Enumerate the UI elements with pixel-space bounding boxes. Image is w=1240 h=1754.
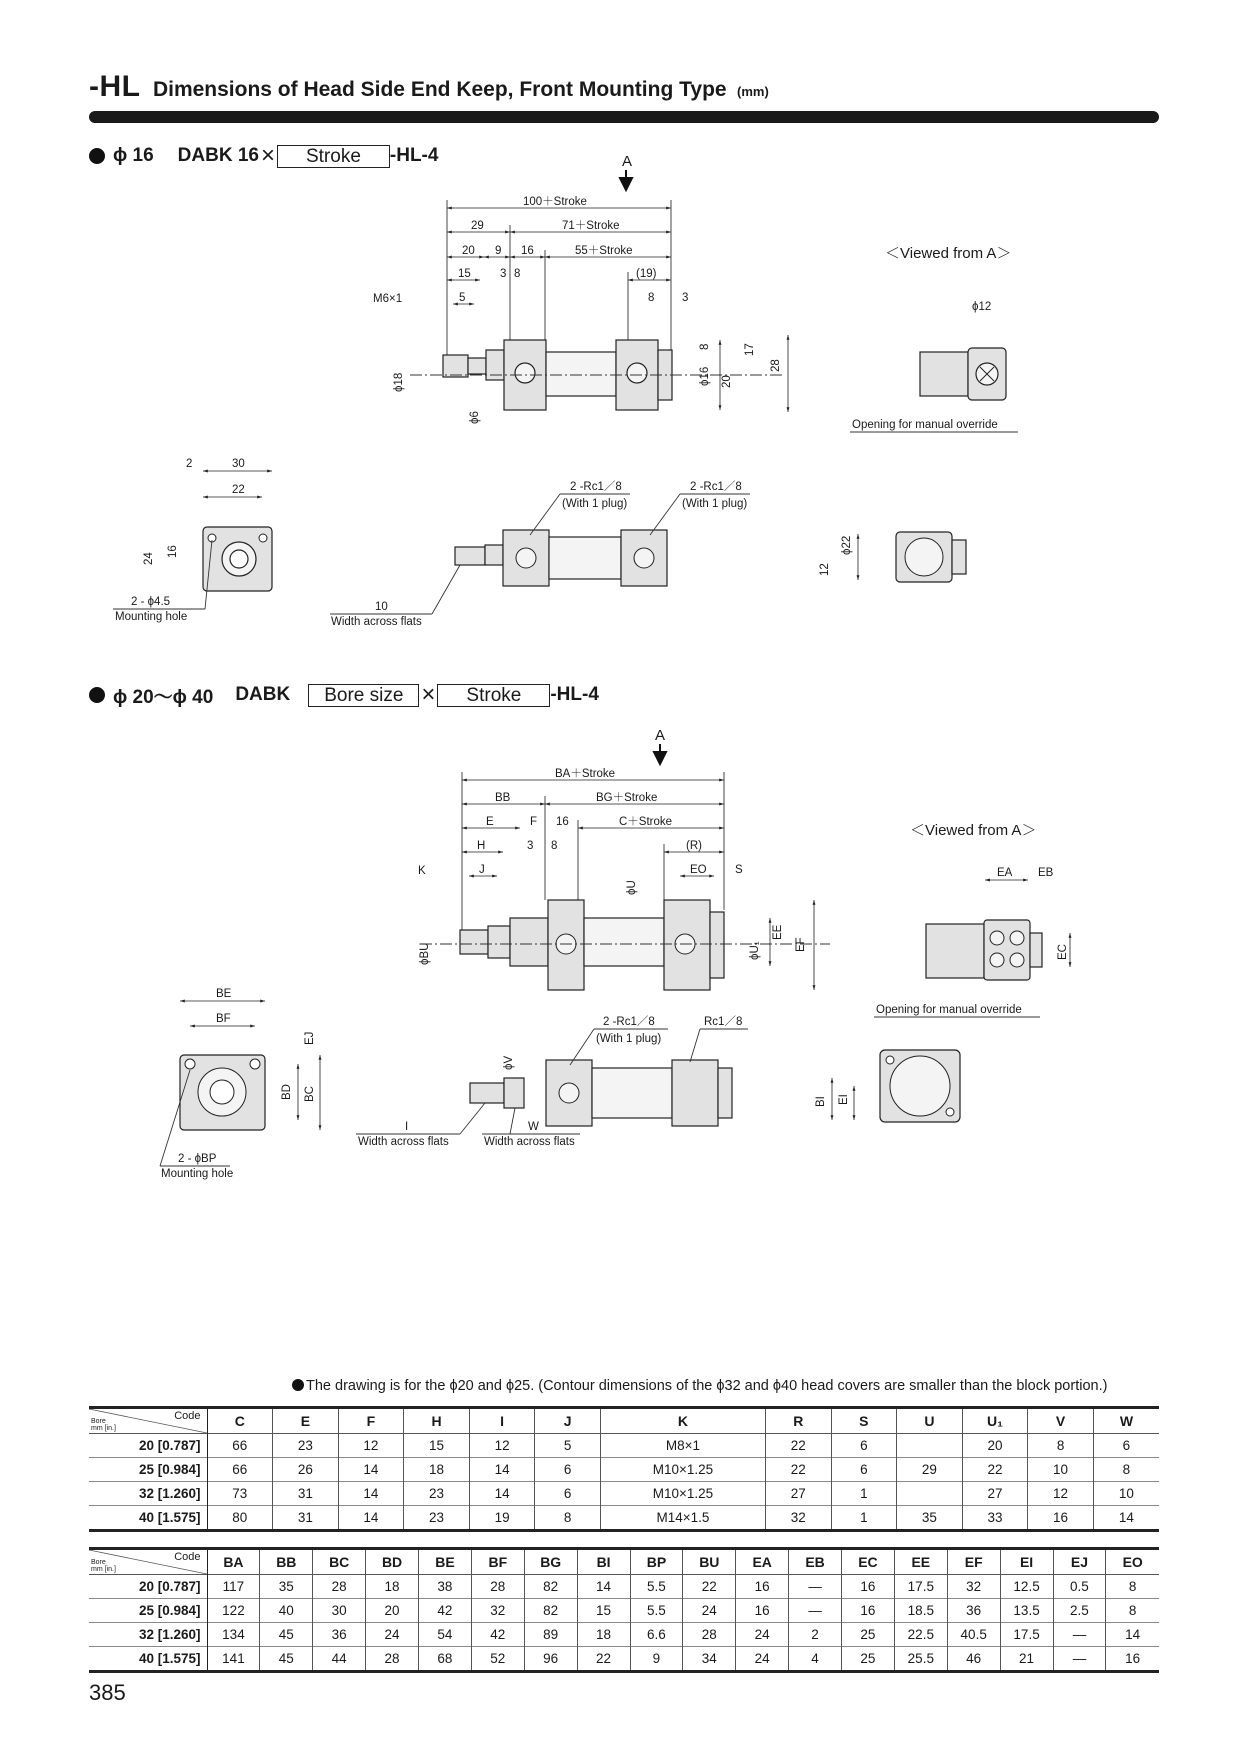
- dim-bi: BI: [815, 1096, 827, 1107]
- table-cell: 18: [366, 1575, 419, 1599]
- bore-cell: 25 [0.984]: [89, 1599, 207, 1623]
- stroke-box: Stroke: [277, 145, 390, 168]
- table-cell: 25: [842, 1647, 895, 1672]
- port-rc-20-1-note: (With 1 plug): [596, 1033, 662, 1045]
- table-row: [89, 1458, 1159, 1482]
- table-cell: 12: [338, 1434, 404, 1458]
- table-cell: 73: [207, 1482, 273, 1506]
- table-cell: 32: [947, 1575, 1000, 1599]
- column-header: H: [404, 1408, 470, 1434]
- table-cell: 66: [207, 1458, 273, 1482]
- view-a-label: A: [622, 153, 633, 170]
- dim-m6: M6×1: [373, 293, 403, 305]
- dim-ef: EF: [795, 937, 807, 952]
- page-number: 385: [89, 1680, 126, 1705]
- dimension-table-2: [89, 1547, 1159, 1673]
- flats-label-16: Width across flats: [331, 616, 422, 628]
- table-cell: [897, 1434, 963, 1458]
- cylinder-side-view-16: [410, 340, 785, 410]
- table-cell: 117: [207, 1575, 260, 1599]
- dim-ei: EI: [838, 1094, 850, 1105]
- column-header: BF: [471, 1549, 524, 1575]
- table-cell: 14: [577, 1575, 630, 1599]
- dim-ej: EJ: [304, 1031, 316, 1045]
- port-rc-2: 2 -Rc1／8: [690, 481, 742, 493]
- table-cell: 22: [577, 1647, 630, 1672]
- view-a-label-20: A: [655, 727, 666, 744]
- table-cell: 18: [577, 1623, 630, 1647]
- bore-label: ϕ 20〜ϕ 40: [113, 686, 214, 708]
- table-cell: 1: [831, 1482, 897, 1506]
- table-cell: 16: [1028, 1506, 1094, 1531]
- mount-hole-label-20: Mounting hole: [161, 1168, 234, 1180]
- multiply-sign: ×: [421, 681, 436, 708]
- table-row: [89, 1647, 1159, 1672]
- table-row: [89, 1506, 1159, 1531]
- model-prefix: DABK: [235, 684, 291, 705]
- table-cell: 40.5: [947, 1623, 1000, 1647]
- dim-ea: EA: [997, 867, 1013, 879]
- table-cell: 24: [683, 1599, 736, 1623]
- dim-bf: BF: [216, 1013, 231, 1025]
- table-cell: 32: [765, 1506, 831, 1531]
- bore-cell: 32 [1.260]: [89, 1623, 207, 1647]
- table-row: [89, 1623, 1159, 1647]
- bore-cell: 25 [0.984]: [89, 1458, 207, 1482]
- column-header: V: [1028, 1408, 1094, 1434]
- table-cell: 45: [260, 1647, 313, 1672]
- dim-w: W: [528, 1121, 539, 1133]
- column-header: EF: [947, 1549, 1000, 1575]
- dim-w-label: Width across flats: [484, 1136, 575, 1148]
- dim-8v: 8: [699, 343, 711, 350]
- dim-r: (R): [686, 840, 702, 852]
- drawing-note: [292, 1378, 1107, 1394]
- table-cell: 25.5: [894, 1647, 947, 1672]
- bore-size-box: Bore size: [308, 684, 419, 707]
- column-header: F: [338, 1408, 404, 1434]
- port-rc-2-note: (With 1 plug): [682, 498, 748, 510]
- table-cell: 31: [273, 1482, 339, 1506]
- dimension-table-1: [89, 1406, 1159, 1532]
- column-header: BI: [577, 1549, 630, 1575]
- manual-override-16: Opening for manual override: [852, 419, 998, 431]
- table-cell: 22: [962, 1458, 1028, 1482]
- dim-bc: BC: [304, 1086, 316, 1102]
- column-header: J: [535, 1408, 601, 1434]
- column-header: BP: [630, 1549, 683, 1575]
- table-cell: 18.5: [894, 1599, 947, 1623]
- column-header: BA: [207, 1549, 260, 1575]
- table-cell: 141: [207, 1647, 260, 1672]
- column-header: EC: [842, 1549, 895, 1575]
- column-header: E: [273, 1408, 339, 1434]
- table-cell: M10×1.25: [600, 1458, 765, 1482]
- port-rc-20-2: Rc1／8: [704, 1016, 743, 1028]
- table-cell: 28: [313, 1575, 366, 1599]
- dim-i-label: Width across flats: [358, 1136, 449, 1148]
- stroke-box: Stroke: [437, 684, 550, 707]
- dim-phi-u: ϕU: [626, 880, 638, 895]
- table-cell: 22: [683, 1575, 736, 1599]
- dim-5: 5: [459, 292, 466, 304]
- dim-k: K: [418, 865, 426, 877]
- dim-total-16: 100＋Stroke: [523, 196, 587, 208]
- table-corner: [89, 1408, 207, 1434]
- table-cell: 8: [535, 1506, 601, 1531]
- dim-3b: 3: [682, 292, 689, 304]
- table-cell: 36: [313, 1623, 366, 1647]
- model-prefix: DABK 16: [177, 145, 259, 166]
- mount-hole-20: 2 - ϕBP: [178, 1153, 217, 1165]
- drawing-note-text: The drawing is for the ϕ20 and ϕ25. (Contour dimensions of the ϕ32 and ϕ40 head covers are smaller than the block portion.): [306, 1378, 1108, 1394]
- table-cell: 14: [338, 1458, 404, 1482]
- dim-3-20: 3: [527, 840, 534, 852]
- table-cell: 19: [469, 1506, 535, 1531]
- dim-f: F: [530, 816, 538, 828]
- corner-bore: Bore mm [in.]: [91, 1418, 116, 1432]
- dim-16: 16: [521, 245, 534, 257]
- phi22-label: ϕ22: [841, 535, 853, 555]
- table-cell: 6: [535, 1482, 601, 1506]
- dim-eb: EB: [1038, 867, 1054, 879]
- dim-i: I: [405, 1121, 409, 1133]
- table-cell: 14: [338, 1482, 404, 1506]
- table-header-row: [89, 1549, 1159, 1575]
- table-cell: 33: [962, 1506, 1028, 1531]
- table-cell: 28: [471, 1575, 524, 1599]
- table-row: [89, 1599, 1159, 1623]
- table-cell: 24: [366, 1623, 419, 1647]
- dim-22: 22: [232, 484, 245, 496]
- table-cell: —: [789, 1575, 842, 1599]
- column-header: W: [1093, 1408, 1159, 1434]
- dim-9: 9: [495, 245, 502, 257]
- table-cell: 12.5: [1000, 1575, 1053, 1599]
- table-cell: 122: [207, 1599, 260, 1623]
- dim-bg: BG＋Stroke: [596, 792, 658, 804]
- dim-bd: BD: [281, 1084, 293, 1100]
- dim-12: 12: [819, 563, 831, 576]
- table-cell: 32: [471, 1599, 524, 1623]
- dim-2: 2: [186, 458, 193, 470]
- table-header-row: [89, 1408, 1159, 1434]
- isometric-view-16: [455, 530, 667, 586]
- end-view-20: [926, 920, 1042, 980]
- dim-be: BE: [216, 988, 232, 1000]
- column-header: EE: [894, 1549, 947, 1575]
- dim-phi18: ϕ18: [393, 372, 405, 392]
- table-cell: M10×1.25: [600, 1482, 765, 1506]
- column-header: S: [831, 1408, 897, 1434]
- phi12-label: ϕ12: [972, 301, 992, 313]
- table-cell: 54: [419, 1623, 472, 1647]
- table-cell: 0.5: [1053, 1575, 1106, 1599]
- bore-cell: 20 [0.787]: [89, 1434, 207, 1458]
- column-header: BE: [419, 1549, 472, 1575]
- dim-j: J: [479, 864, 485, 876]
- table-cell: 16: [842, 1599, 895, 1623]
- view-a-arrow-icon: [654, 744, 666, 764]
- column-header: C: [207, 1408, 273, 1434]
- mount-hole-16: 2 - ϕ4.5: [131, 596, 171, 608]
- manual-override-20: Opening for manual override: [876, 1004, 1022, 1016]
- view-a-arrow-icon: [620, 170, 632, 190]
- table-cell: M14×1.5: [600, 1506, 765, 1531]
- bore-cell: 40 [1.575]: [89, 1647, 207, 1672]
- table-cell: 34: [683, 1647, 736, 1672]
- dim-bb: BB: [495, 792, 511, 804]
- dim-phi6: ϕ6: [469, 411, 481, 424]
- column-header: EB: [789, 1549, 842, 1575]
- table-cell: 22: [765, 1434, 831, 1458]
- table-cell: 20: [366, 1599, 419, 1623]
- table-row: [89, 1482, 1159, 1506]
- corner-code: Code: [174, 1410, 201, 1422]
- table-cell: 31: [273, 1506, 339, 1531]
- table-cell: 5: [535, 1434, 601, 1458]
- table-cell: 23: [404, 1482, 470, 1506]
- table-cell: 96: [524, 1647, 577, 1672]
- column-header: R: [765, 1408, 831, 1434]
- unit-label: (mm): [737, 84, 769, 99]
- table-cell: 8: [1106, 1575, 1159, 1599]
- column-header: EO: [1106, 1549, 1159, 1575]
- corner-bore: Bore mm [in.]: [91, 1559, 116, 1573]
- dim-15: 15: [458, 268, 471, 280]
- table-cell: 14: [338, 1506, 404, 1531]
- bore-label: ϕ 16: [113, 145, 154, 166]
- column-header: EA: [736, 1549, 789, 1575]
- bore-cell: 32 [1.260]: [89, 1482, 207, 1506]
- dim-phi-v: ϕV: [503, 1055, 515, 1070]
- table-cell: 14: [469, 1458, 535, 1482]
- table-cell: 40: [260, 1599, 313, 1623]
- table-cell: 12: [1028, 1482, 1094, 1506]
- table-cell: 42: [471, 1623, 524, 1647]
- table-cell: 38: [419, 1575, 472, 1599]
- table-cell: 8: [1028, 1434, 1094, 1458]
- mount-hole-label-16: Mounting hole: [115, 611, 188, 623]
- table-cell: 6: [1093, 1434, 1159, 1458]
- dim-28: 28: [770, 359, 782, 372]
- model-suffix: -HL-4: [389, 145, 439, 166]
- dim-phi16: ϕ16: [699, 366, 711, 386]
- table-cell: 80: [207, 1506, 273, 1531]
- column-header: EI: [1000, 1549, 1053, 1575]
- column-header: U₁: [962, 1408, 1028, 1434]
- dim-8: 8: [514, 268, 521, 280]
- dim-e: E: [486, 816, 494, 828]
- table-cell: 6: [831, 1458, 897, 1482]
- table-cell: 15: [577, 1599, 630, 1623]
- dim-3: 3: [500, 268, 507, 280]
- table-cell: 6.6: [630, 1623, 683, 1647]
- table-cell: 2.5: [1053, 1599, 1106, 1623]
- dim-8b: 8: [648, 292, 655, 304]
- table-cell: —: [1053, 1647, 1106, 1672]
- multiply-sign: ×: [260, 142, 275, 169]
- table-cell: 14: [1093, 1506, 1159, 1531]
- column-header: EJ: [1053, 1549, 1106, 1575]
- table-cell: 28: [366, 1647, 419, 1672]
- dim-19: (19): [636, 268, 657, 280]
- table-cell: 20: [962, 1434, 1028, 1458]
- table-cell: 44: [313, 1647, 366, 1672]
- table-cell: 8: [1093, 1458, 1159, 1482]
- column-header: BC: [313, 1549, 366, 1575]
- table-cell: 16: [842, 1575, 895, 1599]
- dim-20v: 20: [721, 375, 733, 388]
- table-cell: 46: [947, 1647, 1000, 1672]
- corner-code: Code: [174, 1551, 201, 1563]
- bore-cell: 40 [1.575]: [89, 1506, 207, 1531]
- table-cell: 134: [207, 1623, 260, 1647]
- dim-17: 17: [744, 343, 756, 356]
- table-cell: 5.5: [630, 1575, 683, 1599]
- bullet-icon: [292, 1379, 304, 1391]
- table-corner: [89, 1549, 207, 1575]
- table-cell: 45: [260, 1623, 313, 1647]
- table-cell: 82: [524, 1575, 577, 1599]
- table-cell: 17.5: [1000, 1623, 1053, 1647]
- table-cell: 4: [789, 1647, 842, 1672]
- column-header: BB: [260, 1549, 313, 1575]
- table-cell: 17.5: [894, 1575, 947, 1599]
- table-cell: 9: [630, 1647, 683, 1672]
- viewed-from-a-20: ＜Viewed from A＞: [910, 822, 1037, 839]
- dim-phi-u1: ϕU₁: [749, 941, 761, 960]
- table-cell: 24: [736, 1623, 789, 1647]
- table-cell: 27: [962, 1482, 1028, 1506]
- table-cell: [897, 1482, 963, 1506]
- table-cell: 21: [1000, 1647, 1053, 1672]
- column-header: I: [469, 1408, 535, 1434]
- table-cell: 25: [842, 1623, 895, 1647]
- table-cell: 68: [419, 1647, 472, 1672]
- table-cell: 5.5: [630, 1599, 683, 1623]
- table-row: [89, 1434, 1159, 1458]
- port-rc-20-1: 2 -Rc1／8: [603, 1016, 655, 1028]
- series-code: -HL: [89, 70, 141, 103]
- bore-cell: 20 [0.787]: [89, 1575, 207, 1599]
- table-cell: 13.5: [1000, 1599, 1053, 1623]
- dim-s: S: [735, 864, 743, 876]
- front-view-20: [180, 1055, 265, 1130]
- table-cell: 15: [404, 1434, 470, 1458]
- dim-16v: 16: [167, 545, 179, 558]
- table-cell: 6: [535, 1458, 601, 1482]
- table-cell: 14: [1106, 1623, 1159, 1647]
- dim-20: 20: [462, 245, 475, 257]
- port-rc-1: 2 -Rc1／8: [570, 481, 622, 493]
- dim-55: 55＋Stroke: [575, 245, 633, 257]
- table-cell: 28: [683, 1623, 736, 1647]
- flats-16: 10: [375, 601, 388, 613]
- table-cell: 12: [469, 1434, 535, 1458]
- table-cell: 24: [736, 1647, 789, 1672]
- dim-16-20: 16: [556, 816, 569, 828]
- dim-24: 24: [143, 552, 155, 565]
- dim-ec: EC: [1057, 944, 1069, 960]
- bottom-end-view-20: [880, 1050, 960, 1122]
- table-cell: M8×1: [600, 1434, 765, 1458]
- table-cell: 16: [1106, 1647, 1159, 1672]
- column-header: BG: [524, 1549, 577, 1575]
- table-cell: 8: [1106, 1599, 1159, 1623]
- table-cell: 23: [404, 1506, 470, 1531]
- column-header: BU: [683, 1549, 736, 1575]
- cylinder-side-view-20: [420, 900, 830, 990]
- dim-71: 71＋Stroke: [562, 220, 620, 232]
- table-cell: 66: [207, 1434, 273, 1458]
- table-cell: —: [1053, 1623, 1106, 1647]
- table-cell: 89: [524, 1623, 577, 1647]
- viewed-from-a-16: ＜Viewed from A＞: [885, 245, 1012, 262]
- dim-c: C＋Stroke: [619, 816, 673, 828]
- table-cell: 16: [736, 1575, 789, 1599]
- table-row: [89, 1575, 1159, 1599]
- model-suffix: -HL-4: [550, 684, 599, 705]
- page-title: Dimensions of Head Side End Keep, Front Mounting Type: [152, 78, 727, 101]
- table-cell: 22: [765, 1458, 831, 1482]
- table-cell: 35: [260, 1575, 313, 1599]
- table-cell: 27: [765, 1482, 831, 1506]
- table-cell: 10: [1093, 1482, 1159, 1506]
- table-cell: 29: [897, 1458, 963, 1482]
- dim-ba: BA＋Stroke: [555, 768, 616, 780]
- dim-30: 30: [232, 458, 245, 470]
- table-cell: —: [789, 1599, 842, 1623]
- table-cell: 18: [404, 1458, 470, 1482]
- table-cell: 1: [831, 1506, 897, 1531]
- table-cell: 22.5: [894, 1623, 947, 1647]
- table-cell: 35: [897, 1506, 963, 1531]
- dim-ee: EE: [772, 924, 784, 940]
- table-cell: 14: [469, 1482, 535, 1506]
- port-rc-1-note: (With 1 plug): [562, 498, 628, 510]
- table-cell: 36: [947, 1599, 1000, 1623]
- table-cell: 6: [831, 1434, 897, 1458]
- dim-eo: EO: [690, 864, 707, 876]
- table-cell: 23: [273, 1434, 339, 1458]
- table-cell: 30: [313, 1599, 366, 1623]
- table-cell: 10: [1028, 1458, 1094, 1482]
- bottom-end-view-16: [896, 532, 966, 582]
- dim-phi-bu: ϕBU: [419, 942, 431, 965]
- column-header: K: [600, 1408, 765, 1434]
- table-cell: 82: [524, 1599, 577, 1623]
- dim-h: H: [477, 840, 486, 852]
- dim-29: 29: [471, 220, 484, 232]
- column-header: BD: [366, 1549, 419, 1575]
- column-header: U: [897, 1408, 963, 1434]
- front-view-16: [203, 527, 272, 591]
- table-cell: 26: [273, 1458, 339, 1482]
- table-cell: 16: [736, 1599, 789, 1623]
- table-cell: 52: [471, 1647, 524, 1672]
- table-cell: 2: [789, 1623, 842, 1647]
- dim-8-20: 8: [551, 840, 558, 852]
- table-cell: 42: [419, 1599, 472, 1623]
- end-view-16: [920, 348, 1006, 400]
